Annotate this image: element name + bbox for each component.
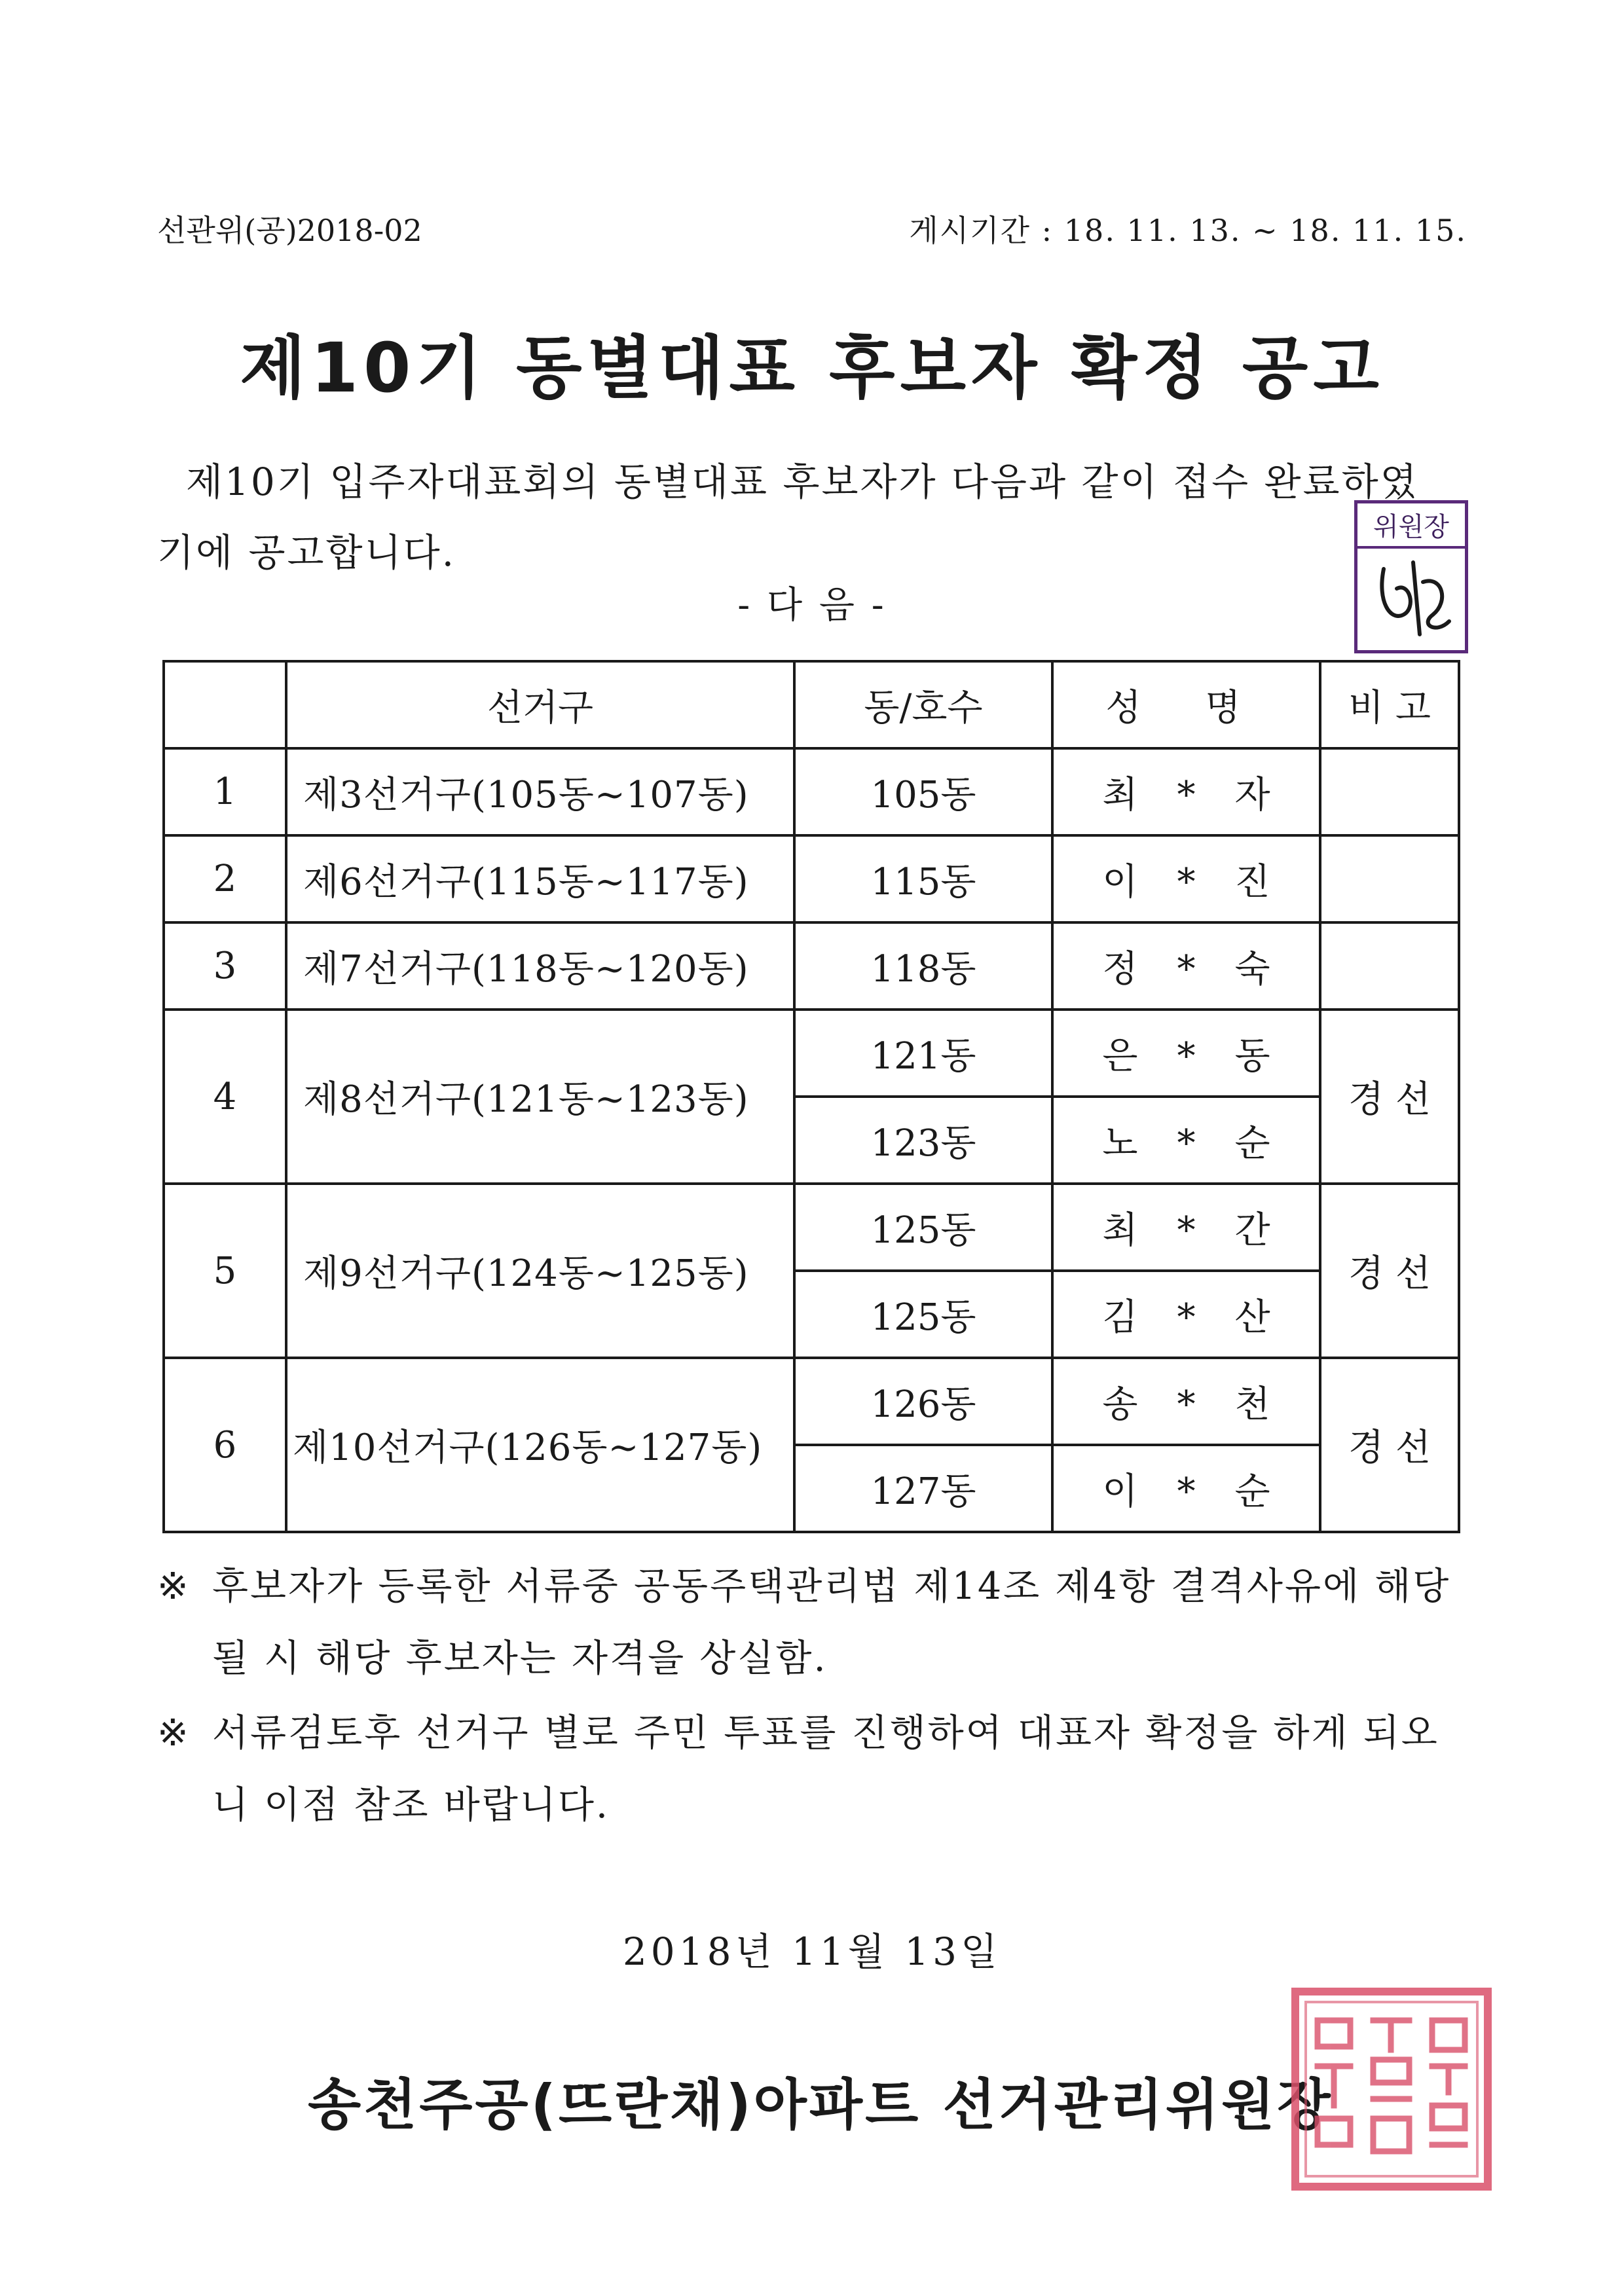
note-mark: ※: [157, 1711, 191, 1755]
name-mask: *: [1177, 1034, 1235, 1078]
issuer-name: 송천주공(뜨란채)아파트 선거관리위원장: [308, 2073, 1333, 2137]
name-cell: [1052, 1358, 1320, 1445]
name-char: 이: [1102, 860, 1177, 903]
name-cell: [1052, 748, 1320, 835]
note-text: 서류검토후 선거구 별로 주민 투표를 진행하여 대표자 확정을 하게 되오니 이점 참조 바랍니다.: [212, 1711, 1439, 1827]
name-mask: *: [1177, 1209, 1235, 1252]
table-header-row: [164, 661, 1459, 748]
name-char: 이: [1102, 1470, 1177, 1513]
signature-label: 위원장: [1357, 506, 1465, 549]
table-row: [164, 1358, 1459, 1445]
district-cell: 제7선거구(118동~120동): [286, 922, 794, 1010]
header-district: 선거구: [286, 661, 794, 748]
name-char: 순: [1234, 1121, 1270, 1165]
name-char: 최: [1102, 1209, 1177, 1252]
name-char: 간: [1234, 1209, 1270, 1252]
remarks-cell: 경 선: [1320, 1358, 1459, 1532]
district-cell: 제8선거구(121동~123동): [286, 1010, 794, 1184]
district-cell: 제10선거구(126동~127동): [286, 1358, 794, 1532]
row-number: 4: [164, 1010, 286, 1184]
row-number: 1: [164, 748, 286, 835]
name-char: 동: [1234, 1034, 1270, 1078]
candidate-table: [162, 660, 1460, 1533]
name-cell: [1052, 1184, 1320, 1271]
row-number: 6: [164, 1358, 286, 1532]
note-text: 후보자가 등록한 서류중 공동주택관리법 제14조 제4항 결격사유에 해당될 시 해당 후보자는 자격을 상실함.: [212, 1565, 1451, 1680]
page-title: 제10기 동별대표 후보자 확정 공고: [240, 328, 1384, 408]
name-cell: [1052, 835, 1320, 922]
dong-cell: 123동: [794, 1097, 1052, 1184]
name-char: 숙: [1234, 947, 1270, 991]
name-char: 송: [1102, 1383, 1177, 1426]
posting-period: 게시기간 : 18. 11. 13. ~ 18. 11. 15.: [909, 213, 1467, 248]
intro-paragraph: [157, 446, 1467, 588]
name-cell: [1052, 922, 1320, 1010]
table-row: [164, 748, 1459, 835]
district-cell: 제6선거구(115동~117동): [286, 835, 794, 922]
document-number: 선관위(공)2018-02: [157, 213, 422, 248]
remarks-cell: 경 선: [1320, 1010, 1459, 1184]
header-name: 성 명: [1052, 661, 1320, 748]
issue-date: 2018년 11월 13일: [622, 1929, 1002, 1974]
table-row: [164, 1010, 1459, 1097]
name-mask: *: [1177, 773, 1235, 816]
name-char: 천: [1234, 1383, 1270, 1426]
dong-cell: 125동: [794, 1271, 1052, 1358]
name-cell: [1052, 1097, 1320, 1184]
remarks-cell: [1320, 748, 1459, 835]
header-dong: 동/호수: [794, 661, 1052, 748]
intro-line-2: 기에 공고합니다.: [157, 530, 456, 575]
dong-cell: 105동: [794, 748, 1052, 835]
dong-cell: 118동: [794, 922, 1052, 1010]
note-mark: ※: [157, 1565, 191, 1608]
row-number: 5: [164, 1184, 286, 1358]
name-cell: [1052, 1271, 1320, 1358]
dong-cell: 121동: [794, 1010, 1052, 1097]
remarks-cell: [1320, 835, 1459, 922]
dong-cell: 126동: [794, 1358, 1052, 1445]
table-row: [164, 922, 1459, 1010]
name-char: 순: [1234, 1470, 1270, 1513]
row-number: 2: [164, 835, 286, 922]
dong-cell: 115동: [794, 835, 1052, 922]
row-number: 3: [164, 922, 286, 1010]
name-mask: *: [1177, 1121, 1235, 1165]
name-char: 진: [1234, 860, 1270, 903]
name-char: 자: [1234, 773, 1270, 816]
name-mask: *: [1177, 860, 1235, 903]
name-char: 노: [1102, 1121, 1177, 1165]
name-cell: [1052, 1010, 1320, 1097]
header-remarks: 비 고: [1320, 661, 1459, 748]
header-no: [164, 661, 286, 748]
name-mask: *: [1177, 1296, 1235, 1339]
name-char: 김: [1102, 1296, 1177, 1339]
note-2: [157, 1697, 1473, 1841]
district-cell: 제3선거구(105동~107동): [286, 748, 794, 835]
name-char: 산: [1234, 1296, 1270, 1339]
name-char: 정: [1102, 947, 1177, 991]
district-cell: 제9선거구(124동~125동): [286, 1184, 794, 1358]
note-1: [157, 1550, 1473, 1694]
remarks-cell: [1320, 922, 1459, 1010]
intro-line-1: 제10기 입주자대표회의 동별대표 후보자가 다음과 같이 접수 완료하였: [186, 460, 1419, 504]
name-cell: [1052, 1445, 1320, 1532]
table-row: [164, 1184, 1459, 1271]
dong-cell: 127동: [794, 1445, 1052, 1532]
name-mask: *: [1177, 947, 1235, 991]
name-char: 은: [1102, 1034, 1177, 1078]
official-seal-stamp: [1291, 1988, 1492, 2191]
table-row: [164, 835, 1459, 922]
following-heading: - 다 음 -: [737, 584, 887, 627]
name-char: 최: [1102, 773, 1177, 816]
dong-cell: 125동: [794, 1184, 1052, 1271]
remarks-cell: 경 선: [1320, 1184, 1459, 1358]
name-mask: *: [1177, 1383, 1235, 1426]
name-mask: *: [1177, 1470, 1235, 1513]
